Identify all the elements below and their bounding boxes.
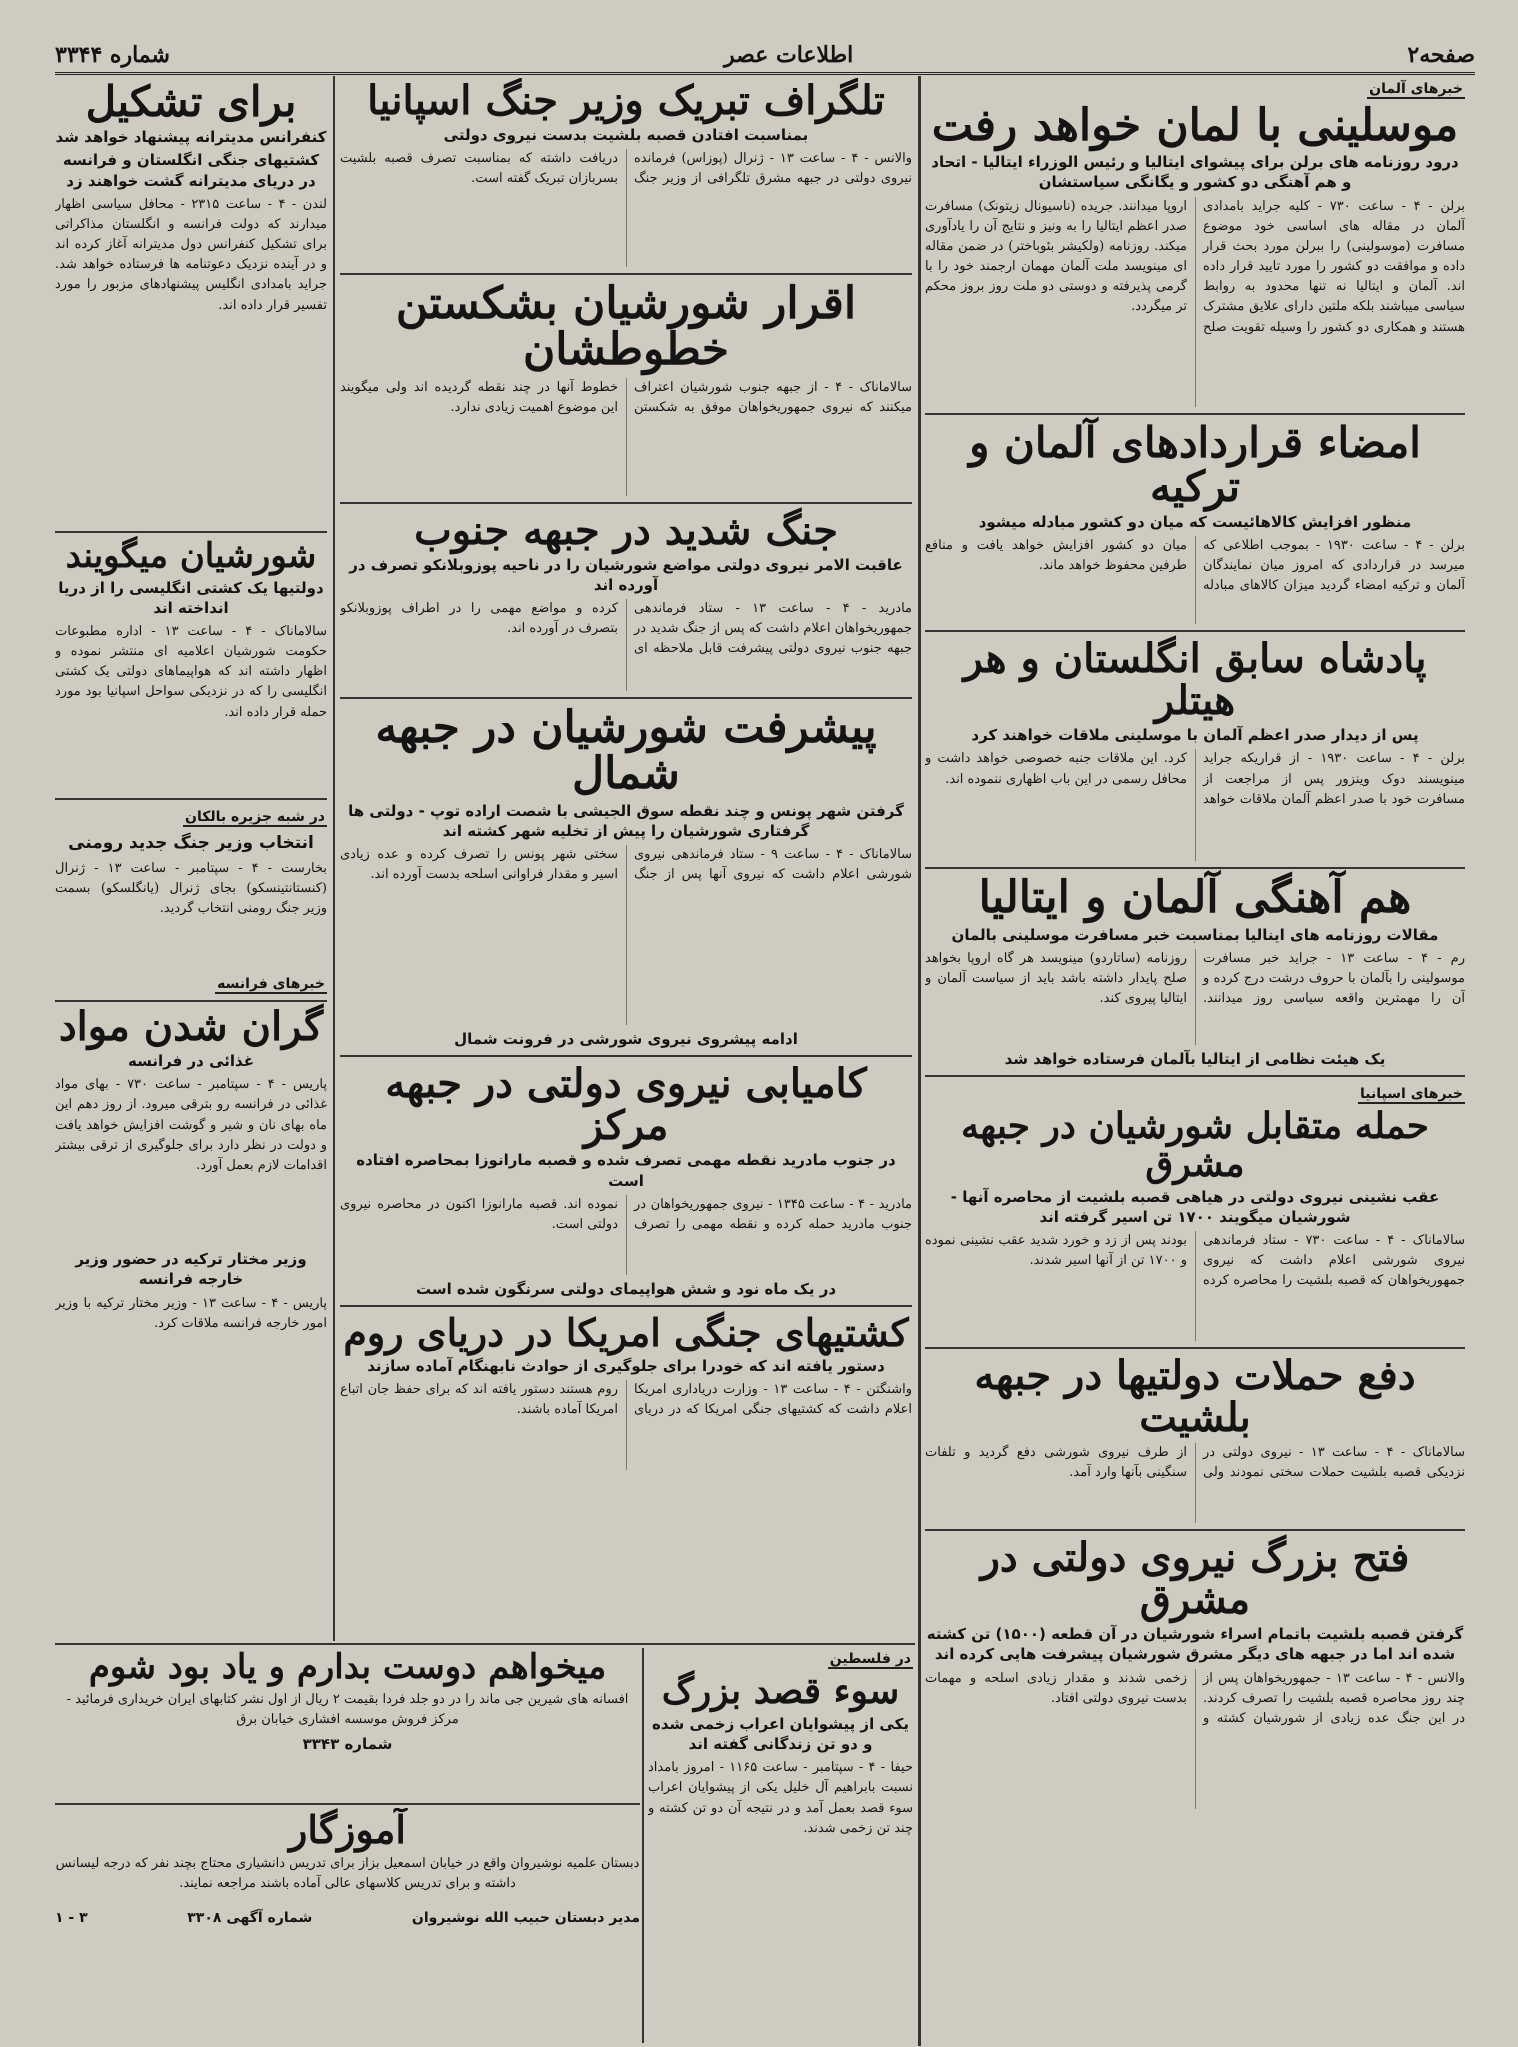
article-turkey-envoy: پاریس - ۴ - ساعت ۱۳ - وزیر مختار ترکیه با وزیر امور خارجه فرانسه ملاقات کرد. — [55, 1295, 327, 1331]
ad-teacher-body: دبستان علمیه نوشیروان واقع در خیابان اسمعیل بزاز برای تدریس دانشیاری محتاج بچند نفر که درجه لیسانس داشته و برای تدریس کلاسهای عالی آماده باشند مراجعه نمایند. — [55, 1855, 640, 1892]
bottom-column-divider — [642, 1648, 644, 2043]
article-mussolini: برلن - ۴ - ساعت ۷۳۰ - کلیه جراید بامدادی آلمان در مقاله های اساسی خود موضوع مسافرت (موسولینی) را ببرلن مورد بحث قرار داده و موافقت دو کشور را مورد تایید قرار داده اند. آلمان و ایتالیا نه تنها محدود به روابط سیاسی میباشند بلکه ملتین دارای علایق مشترک هستند و همکاری دو کشور را وسیله تقویت صلح اروپا میدانند. جریده (ناسیونال زیتونک) مسافرت صدر اعظم ایتالیا را به ونیز و نتایج آن را یادآوری میکند. روزنامه (ولکیشر بئوباختر) در ضمن مقاله ای مینویسد ملت آلمان مهمان ارجمند خود را با گرمی پذیرفته و دوستی دو ملت روز بروز محکم تر میگردد. — [925, 198, 1465, 335]
headline-former-king: پادشاه سابق انگلستان و هر هیتلر — [963, 635, 1427, 725]
ad-teacher-code: شماره آگهی ۳۳۰۸ — [187, 1910, 313, 1927]
headline-treaty: امضاء قراردادهای آلمان و ترکیه — [969, 417, 1421, 511]
article-center-front: مادرید - ۴ - ساعت ۱۳۴۵ - نیروی جمهوریخواهان در جنوب مادرید حمله کرده و نقطه مهمی را تصرف نموده اند. قصبه مارانوزا اکنون در محاصره نیروی دولتی است. — [340, 1196, 912, 1232]
section-palestine: در فلسطین — [829, 1651, 911, 1667]
newspaper-title: اطلاعات عصر — [724, 42, 854, 68]
subhead-north-front: گرفتن شهر پونس و چند نقطه سوق الجیشی با شصت اراده توپ - دولتی ها گرفتاری شورشیان را پیش از تخلیه شهر کشته اند — [348, 801, 904, 840]
article-repel: سالاماناک - ۴ - ساعت ۱۳ - نیروی دولتی در نزدیکی قصبه بلشیت حملات سختی نمودند ولی از طرف نیروی شورشی دفع گردید و تلفات سنگینی بآنها وارد آمد. — [925, 1445, 1465, 1481]
subhead-planes-downed: در یک ماه نود و شش هواپیمای دولتی سرنگون شده است — [415, 1279, 837, 1298]
divider — [340, 1305, 912, 1307]
subhead-former-king: پس از دیدار صدر اعظم آلمان با موسلینی ملاقات خواهند کرد — [971, 726, 1419, 745]
divider — [925, 630, 1465, 632]
subhead-treaty: منظور افزایش کالاهائیست که میان دو کشور مبادله میشود — [978, 512, 1412, 531]
section-balkan: در شبه جزیره بالکان — [185, 809, 325, 826]
headline-romania: انتخاب وزیر جنگ جدید رومنی — [68, 833, 314, 854]
subhead-mussolini: درود روزنامه های برلن برای پیشوای ایتالیا و رئیس الوزراء ایتالیا - اتحاد و هم آهنگی دو کشور و یگانگی سیاستشان — [931, 153, 1459, 192]
article-capture: والانس - ۴ - ساعت ۱۳ - جمهوریخواهان پس از چند روز محاصره قصبه بلشیت را تصرف کردند. در این جنگ عده زیادی از شورشیان کشته و زخمی شدند و مقدار زیادی اسلحه و مهمات بدست نیروی دولتی افتاد. — [925, 1670, 1465, 1726]
issue-number: شماره ۳۳۴۴ — [55, 42, 170, 68]
right-column — [925, 78, 1465, 2038]
divider — [340, 1055, 912, 1057]
page-number: صفحه۲ — [1407, 42, 1475, 68]
article-rebels-say: سالاماناک - ۴ - ساعت ۱۳ - اداره مطبوعات حکومت شورشیان اعلامیه ای منتشر نموده و اظهار داشته اند که هواپیماهای دولتی یک کشتی انگلیسی را که در نزدیکی سواحل اسپانیا بود مورد حمله قرار داده اند. — [55, 624, 327, 720]
ad-teacher-signature: مدیر دبستان حبیب الله نوشیروان — [411, 1910, 640, 1927]
subhead-us-warships: دستور یافته اند که خودرا برای جلوگیری از حوادث نابهنگام آماده سازند — [367, 1356, 885, 1375]
headline-rebels-say: شورشیان میگویند — [65, 535, 317, 576]
article-us-warships: واشنگتن - ۴ - ساعت ۱۳ - وزارت دریاداری امریکا اعلام داشت که کشتیهای جنگی امریکا که در دریای روم هستند دستور یافته اند که برای حفظ جان اتباع امریکا آماده باشند. — [340, 1382, 912, 1418]
article-counterattack: سالاماناک - ۴ - ساعت ۷۳۰ - ستاد فرماندهی نیروی شورشی اعلام داشت که نیروی جمهوریخواهان که قصبه بلشیت را محاصره کرده بودند پس از زد و خورد شدید عقب نشینی نموده و ۱۷۰۰ تن از آنها اسیر شدند. — [925, 1233, 1465, 1289]
subhead-conference-2: کشتیهای جنگی انگلستان و فرانسه در دریای مدیترانه گشت خواهند زد — [62, 151, 320, 190]
ad-book-number: شماره ۳۳۴۳ — [302, 1734, 393, 1753]
divider — [340, 273, 912, 275]
section-german-news: خبرهای آلمان — [1369, 81, 1463, 97]
article-former-king: برلن - ۴ - ساعت ۱۹۳۰ - از قراریکه جراید مینویسند دوک وینزور پس از مراجعت از مسافرت خود با صدر اعظم آلمان ملاقات خواهد کرد. این ملاقات جنبه خصوصی خواهد داشت و محافل رسمی در این باب اظهاری ننموده اند. — [925, 751, 1465, 807]
ad-book-body: افسانه های شیرین جی ماند را در دو جلد فردا بقیمت ۲ ریال از اول نشر کتابهای ایران خریداری فرمائید - مرکز فروش موسسه افشاری خیابان برق — [66, 1691, 629, 1727]
headline-prices: گران شدن مواد — [58, 1002, 324, 1050]
headline-telegram: تلگراف تبریک وزیر جنگ اسپانیا — [367, 78, 885, 124]
column-divider-left — [333, 76, 335, 1641]
subhead-prices: غذائی در فرانسه — [128, 1051, 254, 1070]
ad-teacher-series: ۳ - ۱ — [55, 1910, 88, 1927]
subhead-counterattack: عقب نشینی نیروی دولتی در هیاهی قصبه بلشیت از محاصره آنها - شورشیان میگویند ۱۷۰۰ تن اسیر گرفته اند — [950, 1187, 1440, 1226]
ad-teacher — [55, 1808, 640, 2043]
ad-divider — [55, 1803, 640, 1805]
divider — [925, 1529, 1465, 1531]
left-column — [55, 78, 327, 1638]
article-treaty: برلن - ۴ - ساعت ۱۹۳۰ - بموجب اطلاعی که میرسد در قراردادی که امروز میان نمایندگان آلمان و ترکیه امضاء گردید میزان کالاهای مبادله میان دو کشور افزایش خواهد یافت و منافع طرفین محفوظ خواهد ماند. — [925, 538, 1465, 594]
headline-south-front: جنگ شدید در جبهه جنوب — [414, 506, 838, 554]
subhead-harmony: مقالات روزنامه های اینالیا بمناسبت خبر مسافرت موسلینی بالمان — [951, 925, 1439, 944]
palestine-article — [648, 1648, 913, 2043]
article-telegram: والانس - ۴ - ساعت ۱۳ - ژنرال (پوزاس) فرمانده نیروی دولتی در جبهه مشرق تلگرافی از وزیر جنگ دریافت داشته که بمناسبت تصرف قصبه بلشیت بسربازان تبریک گفته است. — [340, 151, 912, 187]
article-conference: لندن - ۴ - ساعت ۲۳۱۵ - محافل سیاسی اظهار میدارند که دولت فرانسه و انگلستان مذاکراتی برای تشکیل کنفرانس دول مدیترانه آغاز کرده اند و در آینده نزدیک دعوتنامه ها فرستاده خواهد شد. جراید بامدادی انگلیس پیشنهادهای مزبور را مورد تفسیر قرار داده اند. — [55, 196, 327, 313]
subhead-conference: کنفرانس مدیترانه پیشنهاد خواهد شد — [55, 128, 327, 147]
headline-counterattack: حمله متقابل شورشیان در جبهه مشرق — [960, 1105, 1430, 1185]
divider — [55, 531, 327, 533]
article-romania: بخارست - ۴ - سپتامبر - ساعت ۱۳ - ژنرال (کنستانتینسکو) بجای ژنرال (یانگلسکو) بسمت وزیر جنگ رومنی انتخاب گردید. — [55, 860, 327, 917]
subhead-turkey-envoy: وزیر مختار ترکیه در حضور وزیر خارجه فرانسه — [75, 1250, 307, 1289]
divider — [55, 798, 327, 800]
divider — [925, 1347, 1465, 1349]
headline-center-front: کامیابی نیروی دولتی در جبهه مرکز — [385, 1060, 867, 1150]
divider — [340, 697, 912, 699]
bottom-divider — [55, 1643, 915, 1645]
subhead-continue-north: ادامه پیشروی نیروی شورشی در فرونت شمال — [454, 1030, 798, 1048]
headline-conference: برای تشکیل — [85, 78, 297, 126]
section-spain-news: خبرهای اسپانیا — [1360, 1086, 1463, 1103]
ad-teacher-title: آموزگار — [289, 1808, 406, 1852]
headline-us-warships: کشتیهای جنگی امریکا در دریای روم — [343, 1310, 909, 1355]
article-prices: پاریس - ۴ - سپتامبر - ساعت ۷۳۰ - بهای مواد غذائی در فرانسه رو بترقی میرود. از روز دهم این ماه بهای نان و شیر و گوشت افزایش خواهد یافت و دولت در نظر دارد برای جلوگیری از ترقی بیشتر اقدامات لازم بعمل آورد. — [55, 1077, 327, 1173]
divider — [925, 413, 1465, 415]
headline-north-front: پیشرفت شورشیان در جبهه شمال — [375, 702, 877, 800]
divider — [340, 502, 912, 504]
subhead-military-mission: یک هیئت نظامی از ایتالیا بآلمان فرستاده خواهد شد — [1004, 1049, 1386, 1068]
subhead-rebels-say: دولتیها یک کشتی انگلیسی را از دریا انداخته اند — [58, 578, 324, 617]
article-assassination-attempt: حیفا - ۴ - سپتامبر - ساعت ۱۱۶۵ - امروز بامداد نسبت بابراهیم آل خلیل یکی از پیشوایان اعراب سوء قصد بعمل آمد و در نتیجه آن دو تن کشته و چند تن زخمی شدند. — [648, 1760, 913, 1836]
divider — [55, 1000, 327, 1002]
center-column — [340, 78, 912, 1638]
divider — [925, 867, 1465, 869]
column-divider-right — [918, 76, 921, 2046]
subhead-assassination-attempt: یکی از پیشوایان اعراب زخمی شده و دو تن زندگانی گفته اند — [652, 1714, 909, 1754]
section-france: خبرهای فرانسه — [217, 975, 325, 992]
headline-repel: دفع حملات دولتیها در جبهه بلشیت — [974, 1352, 1416, 1442]
article-north-front: سالاماناک - ۴ - ساعت ۹ - ستاد فرماندهی نیروی شورشی اعلام داشت که نیروی آنها پس از جنگ سختی شهر پونس را تصرف کرده و عده زیادی اسیر و مقدار فراوانی اسلحه بدست آورده اند. — [340, 847, 912, 883]
subhead-south-front: عاقبت الامر نیروی دولتی مواضع شورشیان را در ناحیه پوزوبلانکو تصرف در آورده اند — [349, 555, 903, 594]
headline-harmony: هم آهنگی آلمان و ایتالیا — [978, 872, 1412, 924]
article-admit: سالاماناک - ۴ - از جبهه جنوب شورشیان اعتراف میکنند که نیروی جمهوریخواهان موفق به شکستن خطوط آنها در چند نقطه گردیده اند ولی میگویند این موضوع اهمیت زیادی ندارد. — [340, 379, 912, 415]
article-harmony: رم - ۴ - ساعت ۱۳ - جراید خبر مسافرت موسولینی را بآلمان با حروف درشت درج کرده و آن را مهمترین واقعه سیاسی روز میدانند. روزنامه (ساتاردو) مینویسد هر گاه اروپا بخواهد صلح پایدار داشته باشد باید از سیاست آلمان و ایتالیا پیروی کند. — [925, 950, 1465, 1007]
article-south-front: مادرید - ۴ - ساعت ۱۳ - ستاد فرماندهی جمهوریخواهان اعلام داشت که پس از جنگ شدید در جبهه جنوب نیروی دولتی پیشرفت قابل ملاحظه ای کرده و مواضع مهمی را در اطراف پوزوبلانکو بتصرف در آورده اند. — [340, 601, 912, 657]
headline-admit: اقرار شورشیان بشکستن خطوطشان — [395, 278, 857, 376]
subhead-telegram: بمناسبت افتادن قصبه بلشیت بدست نیروی دولتی — [443, 126, 809, 144]
subhead-center-front: در جنوب مادرید نقطه مهمی تصرف شده و قصبه مارانوزا بمحاصره افتاده است — [356, 1151, 896, 1190]
ad-book-title: میخواهم دوست بدارم و یاد بود شوم — [88, 1648, 607, 1687]
divider — [925, 1075, 1465, 1077]
headline-capture: فتح بزرگ نیروی دولتی در مشرق — [980, 1534, 1410, 1624]
headline-assassination-attempt: سوء قصد بزرگ — [661, 1670, 900, 1712]
masthead — [55, 38, 1475, 75]
subhead-capture: گرفتن قصبه بلشیت باتمام اسراء شورشیان در آن قطعه (۱۵۰۰) تن کشته شده اند اما در جبهه های دیگر مشرق شورشیان پیشرفت هایی کرده اند — [926, 1625, 1464, 1664]
ad-book — [55, 1648, 640, 1798]
headline-mussolini: موسلینی با لمان خواهد رفت — [931, 100, 1459, 151]
